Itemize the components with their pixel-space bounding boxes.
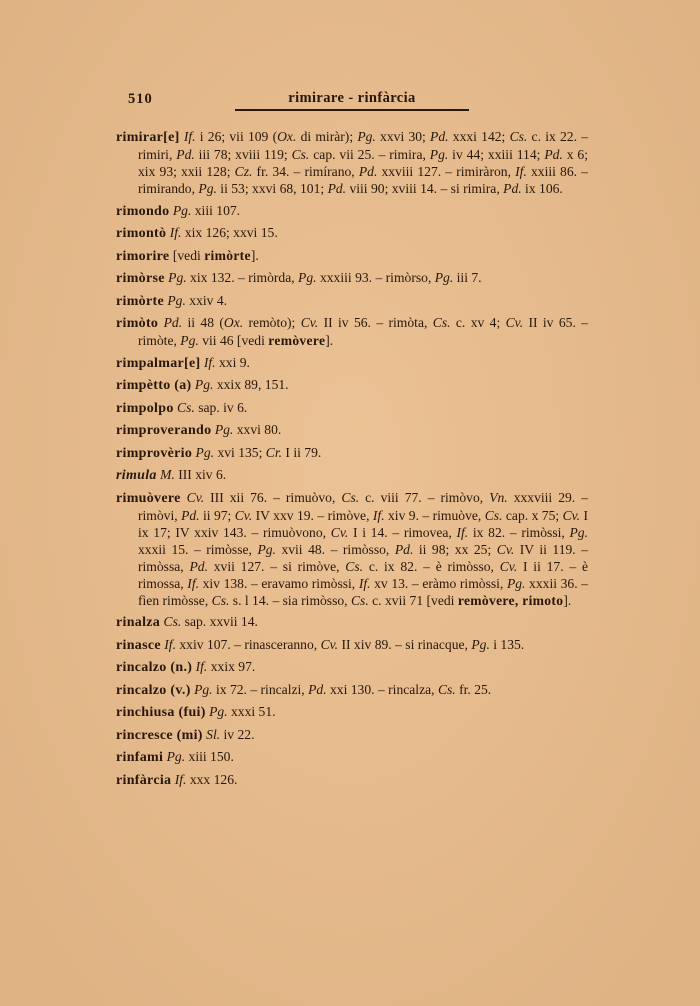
entry-headword: rimondo [116,203,170,219]
entry-headword: rinfami [116,750,164,765]
dictionary-entry: rimòrte Pg. xxiv 4. [116,292,228,309]
dictionary-entry: rimòto Pd. ii 48 (Ox. remòto); Cv. II iv 56. – rimòta, Cs. c. xv 4; Cv. II iv 65. – rimòte, Pg. vii 46 [vedi remòvere]. [116,315,589,348]
entry-headword: rimproverando [116,423,212,438]
header-rule [235,109,469,111]
entry-headword: rimòrte [116,293,164,309]
dictionary-entry: rimondo Pg. xiii 107. [116,202,241,219]
entry-headword: rimirar[e] [116,130,180,145]
entry-headword: rimprovèrio [116,445,193,461]
entry-headword: rinchiusa (fui) [116,705,206,720]
entry-headword: rincalzo (n.) [116,660,193,675]
entry-headword: rimpolpo [116,400,174,416]
dictionary-entry: rinasce If. xxiv 107. – rinasceranno, Cv. II xiv 89. – si rinacque, Pg. i 135. [116,636,525,653]
dictionary-entry: rimproverando Pg. xxvi 80. [116,422,282,438]
page-content [116,90,588,793]
dictionary-entry: rimprovèrio Pg. xvi 135; Cr. I ii 79. [116,444,322,461]
dictionary-entry: rimula M. III xiv 6. [116,467,227,483]
entry-headword: rimula [116,468,157,483]
dictionary-entry: rinchiusa (fui) Pg. xxxi 51. [116,704,276,720]
dictionary-entry: rincresce (mi) Sl. iv 22. [116,726,255,743]
entry-headword: rinalza [116,615,161,630]
dictionary-entry: rincalzo (v.) Pg. ix 72. – rincalzi, Pd. xxi 130. – rincalza, Cs. fr. 25. [116,681,492,698]
dictionary-entry: rimuòvere Cv. III xii 76. – rimuòvo, Cs. c. viii 77. – rimòvo, Vn. xxxviii 29. – rimòvi, Pd. ii 97; Cv. IV xxv 19. – rimòve, If. xiv 9. – rimuòve, Cs. cap. x 75; Cv. I ix 17; IV xxiv 143. – rimuòvono, Cv. I i 14. – rimovea, If. ix 82. – rimòssi, Pg. xxxii 15. – rimòsse, Pg. xvii 48. – rimòsso, Pd. ii 98; xx 25; Cv. IV ii 119. – rimòssa, Pd. xvii 127. – si rimòve, Cs. c. ix 82. – è rimòsso, Cv. I ii 17. – è rimossa, If. xiv 138. – eravamo rimòssi, If. xv 13. – eràmo rimòssi, Pg. xxxii 36. – fìen rimòsse, Cs. s. l 14. – sia rimòsso, Cs. c. xvii 71 [vedi remòvere, rimoto]. [116,489,589,608]
dictionary-entry: rimpètto (a) Pg. xxix 89, 151. [116,377,289,393]
dictionary-entry: rimpalmar[e] If. xxi 9. [116,354,250,371]
dictionary-entry: rinfàrcia If. xxx 126. [116,771,238,788]
dictionary-entry: rincalzo (n.) If. xxix 97. [116,659,256,675]
dictionary-entry: rinfami Pg. xiii 150. [116,749,234,765]
dictionary-entry: rimpolpo Cs. sap. iv 6. [116,399,248,416]
dictionary-entry: rimirar[e] If. i 26; vii 109 (Ox. di miràr); Pg. xxvi 30; Pd. xxxi 142; Cs. c. ix 22. – rimiri, Pd. iii 78; xviii 119; Cs. cap. vii 25. – rimira, Pg. iv 44; xxiii 114; Pd. x 6; xix 93; xxii 128; Cz. fr. 34. – rimírano, Pd. xxviii 127. – rimiràron, If. xxiii 86. – rimirando, Pg. ii 53; xxvi 68, 101; Pd. viii 90; xviii 14. – si rimira, Pd. ix 106. [116,129,589,196]
page-header [116,90,588,120]
entry-headword: rimpètto (a) [116,378,192,393]
dictionary-entry: rimòrse Pg. xix 132. – rimòrda, Pg. xxxiii 93. – rimòrso, Pg. iii 7. [116,270,482,286]
entry-headword: rimuòvere [116,490,181,506]
dictionary-entry: rinalza Cs. sap. xxvii 14. [116,614,258,630]
dictionary-entry: rimontò If. xix 126; xxvi 15. [116,225,278,241]
running-title-wrap [116,90,588,111]
entry-headword: rimòrse [116,271,165,286]
entry-headword: rinfàrcia [116,772,172,788]
entries-list [116,128,588,789]
entry-headword: rinasce [116,637,161,653]
entry-headword: rimòto [116,316,159,331]
entry-headword: rincalzo (v.) [116,682,191,698]
entry-headword: rimontò [116,226,167,241]
entry-headword: rimorire [116,248,170,264]
entry-headword: rimpalmar[e] [116,355,201,371]
dictionary-entry: rimorire [vedi rimòrte]. [116,247,259,264]
page-number: 510 [128,91,153,107]
entry-headword: rincresce (mi) [116,727,203,743]
running-title: rimirare - rinfàrcia [288,90,416,106]
